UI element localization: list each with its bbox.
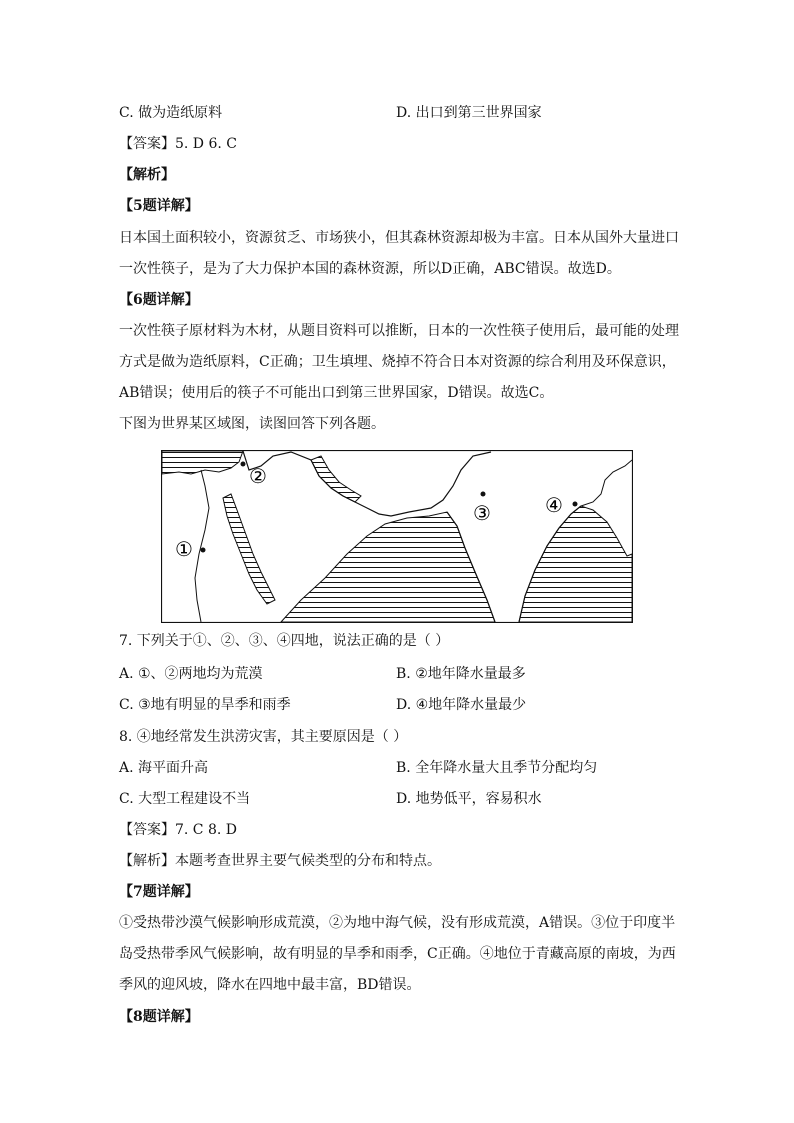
location-1-dot: [201, 548, 206, 553]
q6-option-d: D. 出口到第三世界国家: [396, 105, 542, 121]
q8-detail-label: 【8题详解】: [119, 1009, 199, 1025]
location-2-dot: [241, 462, 246, 467]
location-3-label: ③: [473, 501, 491, 525]
analysis-label: 【解析】: [119, 167, 175, 183]
q5-detail-line-1: 日本国土面积较小，资源贫乏、市场狭小，但其森林资源却极为丰富。日本从国外大量进口: [119, 230, 679, 246]
location-1-label: ①: [175, 537, 193, 561]
q8-option-b: B. 全年降水量大且季节分配均匀: [396, 760, 598, 776]
q6-option-c: C. 做为造纸原料: [119, 105, 223, 121]
q7-detail-label: 【7题详解】: [119, 884, 199, 900]
q8-option-d: D. 地势低平，容易积水: [396, 791, 542, 807]
region-map: [161, 450, 633, 623]
q7-option-c: C. ③地有明显的旱季和雨季: [119, 697, 291, 713]
location-2-label: ②: [249, 464, 267, 488]
q8-stem: 8. ④地经常发生洪涝灾害，其主要原因是（ ）: [119, 729, 408, 745]
location-4-label: ④: [545, 493, 563, 517]
q6-detail-label: 【6题详解】: [119, 292, 199, 308]
analysis-2: 【解析】本题考查世界主要气候类型的分布和特点。: [119, 853, 441, 869]
q7-option-a: A. ①、②两地均为荒漠: [119, 666, 263, 682]
q7-stem: 7. 下列关于①、②、③、④四地，说法正确的是（ ）: [119, 633, 450, 649]
location-3-dot: [481, 492, 486, 497]
q6-detail-line-3: AB错误；使用后的筷子不可能出口到第三世界国家，D错误。故选C。: [119, 385, 554, 401]
q7-detail-line-2: 岛受热带季风气候影响，故有明显的旱季和雨季，C正确。④地位于青藏高原的南坡，为西: [119, 946, 676, 962]
q8-option-c: C. 大型工程建设不当: [119, 791, 251, 807]
q7-detail-line-3: 季风的迎风坡，降水在四地中最丰富，BD错误。: [119, 977, 421, 993]
map-intro: 下图为世界某区域图，读图回答下列各题。: [119, 416, 385, 432]
q5-detail-label: 【5题详解】: [119, 198, 199, 214]
q6-detail-line-1: 一次性筷子原材料为木材，从题目资料可以推断，日本的一次性筷子使用后，最可能的处理: [119, 323, 679, 339]
q7-option-b: B. ②地年降水量最多: [396, 666, 526, 682]
location-4-dot: [573, 502, 578, 507]
q6-detail-line-2: 方式是做为造纸原料，C正确；卫生填埋、烧掉不符合日本对资源的综合利用及环保意识，: [119, 354, 676, 370]
answer-5-6: 【答案】5. D 6. C: [119, 136, 238, 152]
q7-option-d: D. ④地年降水量最少: [396, 697, 527, 713]
q8-option-a: A. 海平面升高: [119, 760, 209, 776]
q7-detail-line-1: ①受热带沙漠气候影响形成荒漠，②为地中海气候，没有形成荒漠，A错误。③位于印度半: [119, 915, 676, 931]
answer-7-8: 【答案】7. C 8. D: [119, 822, 238, 838]
q5-detail-line-2: 一次性筷子，是为了大力保护本国的森林资源，所以D正确，ABC错误。故选D。: [119, 261, 621, 277]
